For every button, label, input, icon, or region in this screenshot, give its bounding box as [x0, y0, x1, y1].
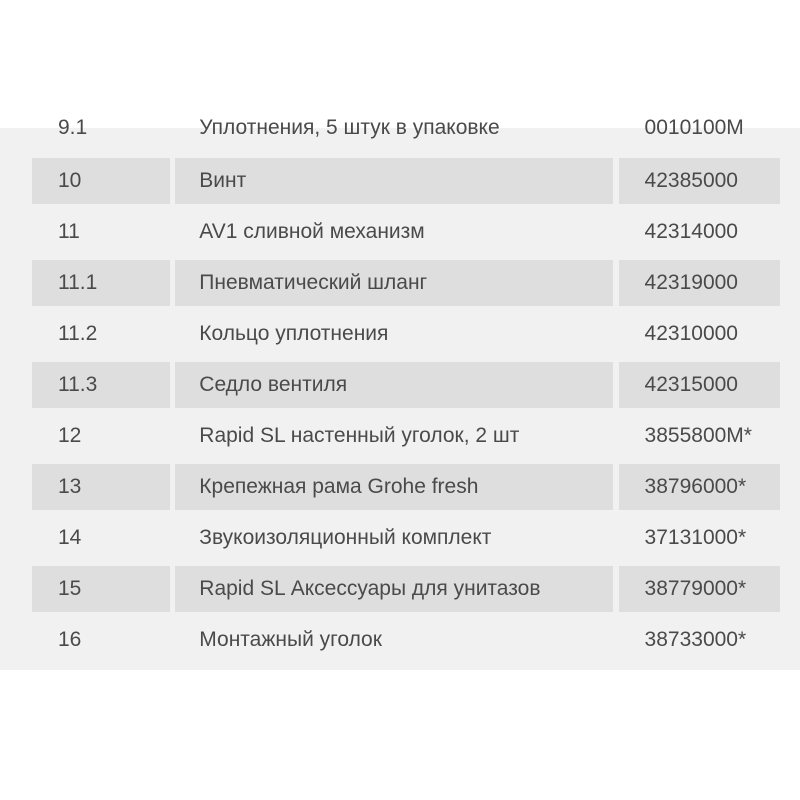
- part-name: Уплотнения, 5 штук в упаковке: [199, 116, 500, 139]
- part-code: 42319000: [619, 260, 780, 306]
- parts-list-panel: [0, 116, 800, 670]
- part-number: 13: [32, 464, 170, 510]
- part-number: 9.1: [58, 116, 88, 139]
- part-number: 11: [58, 220, 80, 243]
- part-number: 11.2: [58, 322, 98, 345]
- part-code: 0010100M: [644, 116, 744, 139]
- part-code: 38779000*: [619, 566, 780, 612]
- part-name: Кольцо уплотнения: [199, 322, 389, 345]
- table-row: [32, 617, 780, 663]
- part-code: 37131000*: [644, 526, 747, 549]
- part-name: Пневматический шланг: [175, 260, 613, 306]
- table-row: [32, 515, 780, 561]
- part-code: 38733000*: [644, 628, 747, 651]
- part-number: 15: [32, 566, 170, 612]
- part-code: 42385000: [619, 158, 780, 204]
- table-row: [32, 158, 780, 204]
- part-code: 42315000: [619, 362, 780, 408]
- table-row: [32, 311, 780, 357]
- part-name: Монтажный уголок: [199, 628, 382, 651]
- parts-table-body: [32, 103, 780, 663]
- table-row: [32, 103, 780, 153]
- table-row: [32, 260, 780, 306]
- part-number: 16: [58, 628, 82, 651]
- table-row: [32, 413, 780, 459]
- part-number: 10: [32, 158, 170, 204]
- table-row: [32, 464, 780, 510]
- part-number: 12: [58, 424, 82, 447]
- table-row: [32, 362, 780, 408]
- part-code: 42314000: [644, 220, 738, 243]
- part-code: 42310000: [644, 322, 738, 345]
- part-name: Крепежная рама Grohe fresh: [175, 464, 613, 510]
- part-name: Rapid SL Аксессуары для унитазов: [175, 566, 613, 612]
- parts-table: [32, 98, 780, 668]
- part-code: 38796000*: [619, 464, 780, 510]
- part-number: 11.3: [32, 362, 170, 408]
- part-number: 11.1: [32, 260, 170, 306]
- part-name: Rapid SL настенный уголок, 2 шт: [199, 424, 520, 447]
- part-name: Звукоизоляционный комплект: [199, 526, 492, 549]
- part-name: AV1 сливной механизм: [199, 220, 425, 243]
- table-row: [32, 566, 780, 612]
- part-name: Винт: [175, 158, 613, 204]
- part-code: 3855800M*: [644, 424, 752, 447]
- part-number: 14: [58, 526, 82, 549]
- part-name: Седло вентиля: [175, 362, 613, 408]
- table-row: [32, 209, 780, 255]
